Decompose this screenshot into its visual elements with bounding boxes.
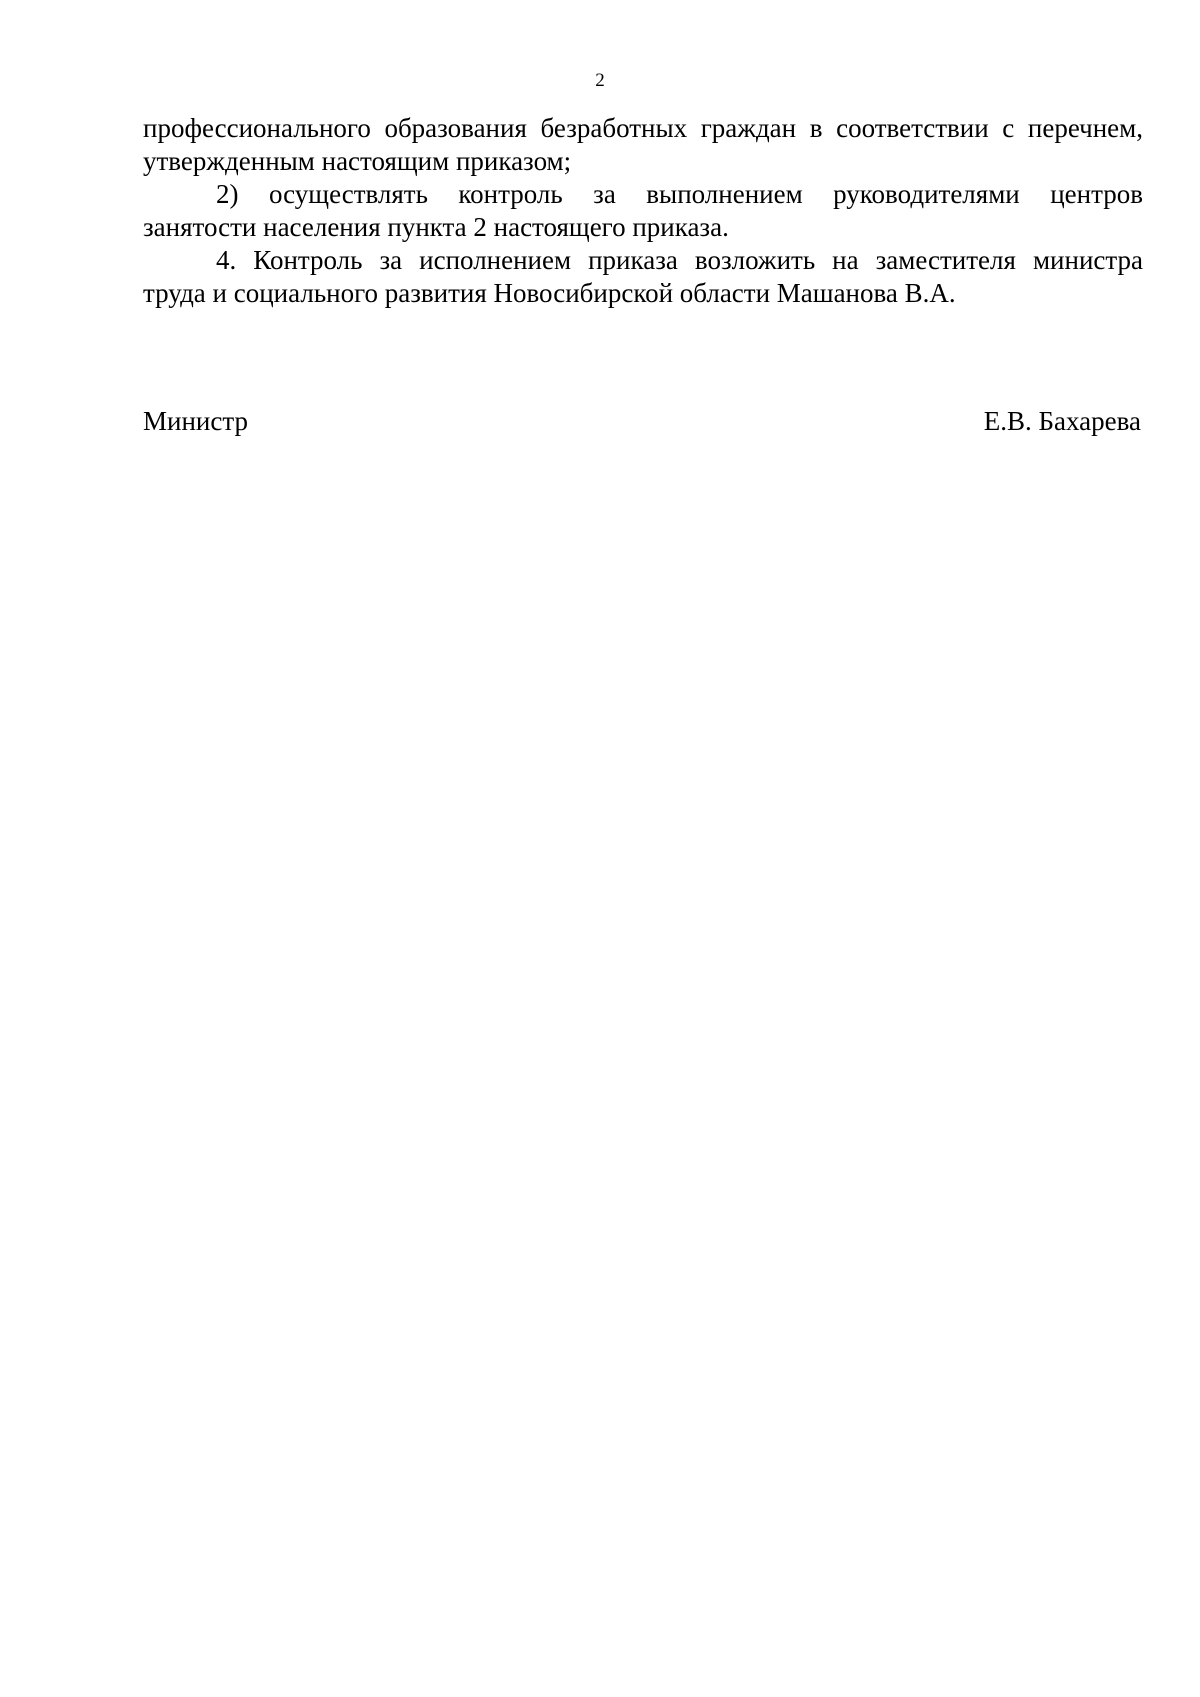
- signatory-position: Министр: [143, 406, 248, 436]
- paragraph-1: [143, 112, 1143, 178]
- paragraph-3-line-1: 4. Контроль за исполнением приказа возложить на заместителя министра: [216, 245, 1143, 275]
- document-body: [143, 112, 1143, 310]
- paragraph-2-line-2: занятости населения пункта 2 настоящего приказа.: [143, 212, 729, 242]
- paragraph-1-line-1: профессионального образования безработных граждан в соответствии с перечнем,: [143, 113, 1143, 143]
- signatory-name: Е.В. Бахарева: [983, 406, 1141, 436]
- paragraph-2: [143, 178, 1143, 244]
- paragraph-3-line-2: труда и социального развития Новосибирской области Машанова В.А.: [143, 278, 956, 308]
- paragraph-3: [143, 244, 1143, 310]
- paragraph-2-line-1: 2) осуществлять контроль за выполнением руководителями центров: [216, 179, 1143, 209]
- signature-block: [143, 405, 1141, 438]
- page-number: 2: [595, 70, 605, 91]
- paragraph-1-line-2: утвержденным настоящим приказом;: [143, 146, 572, 176]
